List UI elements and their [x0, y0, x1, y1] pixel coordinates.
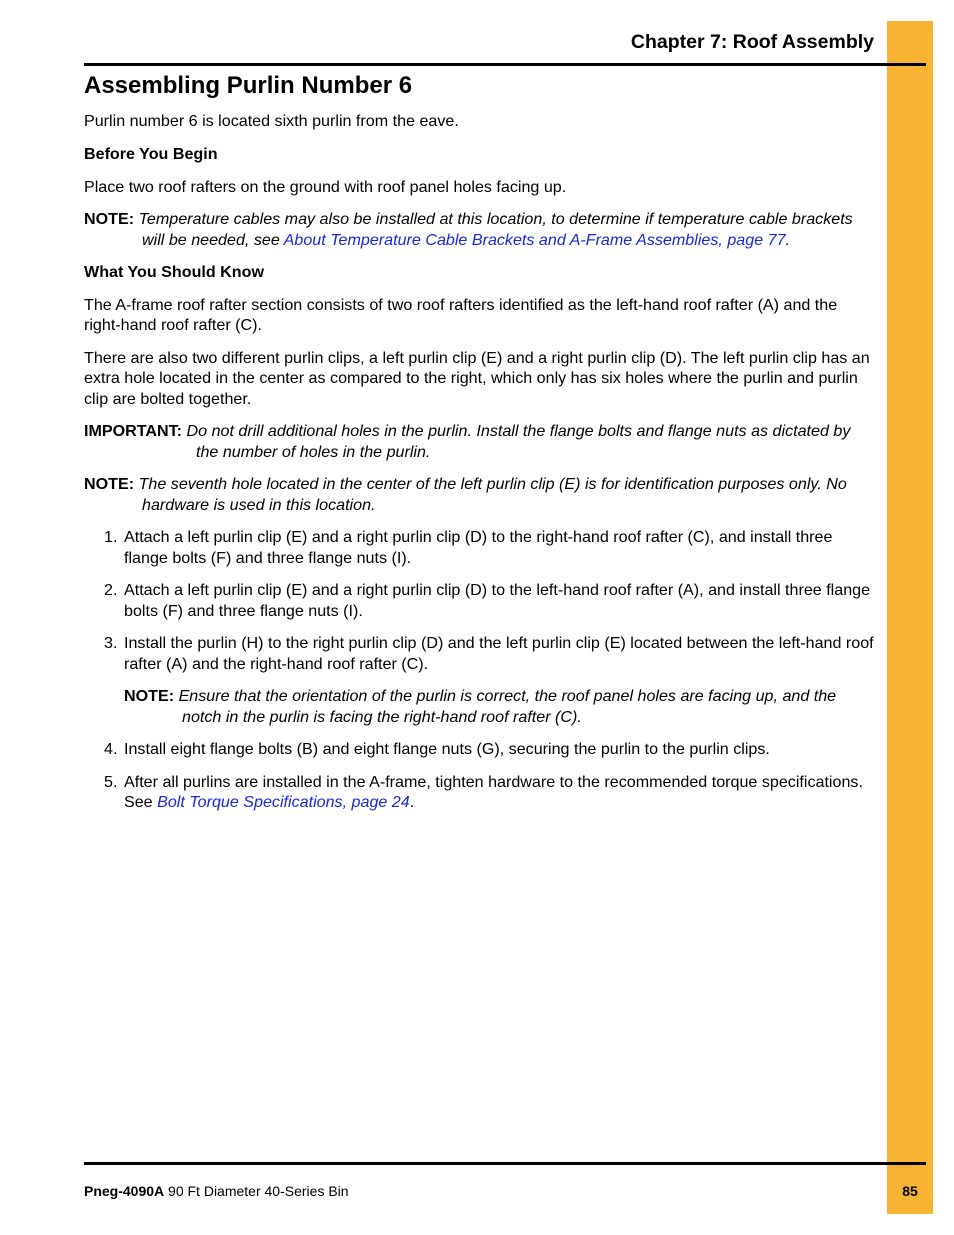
step-number: 1.: [104, 528, 118, 547]
important-label: IMPORTANT:: [84, 422, 183, 441]
page-content: [84, 71, 874, 825]
step-text: [124, 772, 874, 812]
step-text: Attach a left purlin clip (E) and a right purlin clip (D) to the left-hand roof rafter (A), and install three flange bolts (F) and three flange nuts (I).: [124, 581, 871, 620]
step-5: [84, 772, 874, 812]
step-text: Install the purlin (H) to the right purlin clip (D) and the left purlin clip (E) located between the left-hand roof rafter (A) and the right-hand roof rafter (C).: [124, 634, 874, 673]
step-number: 2.: [104, 581, 118, 600]
step-1: [84, 527, 874, 567]
assembly-steps-continued: [84, 739, 874, 812]
page-number: 85: [902, 1183, 918, 1199]
step-text-end: .: [409, 793, 415, 812]
step-text: Install eight flange bolts (B) and eight flange nuts (G), securing the purlin to the purlin clips.: [124, 740, 770, 759]
before-you-begin-text: Place two roof rafters on the ground with roof panel holes facing up.: [84, 177, 567, 196]
chapter-heading: Chapter 7: Roof Assembly: [630, 31, 874, 53]
seventh-hole-note: [84, 474, 874, 514]
note-label: NOTE:: [84, 210, 135, 229]
note-end: .: [785, 230, 791, 249]
step-2: [84, 580, 874, 620]
what-you-should-know-heading: What You Should Know: [84, 263, 264, 282]
footer-rule: [84, 1162, 926, 1165]
note-text: Temperature cables may also be installed at this location, to determine if temperature cable brackets will be needed, see: [138, 210, 853, 249]
purlin-clips-paragraph: There are also two different purlin clips, a left purlin clip (E) and a right purlin clip (D). The left purlin clip has an extra hole located in the center as compared to the right, which only has six holes where the purlin and purlin clip are bolted together.: [84, 349, 870, 408]
note-text: The seventh hole located in the center of the left purlin clip (E) is for identification purposes only. No hardware is used in this location.: [138, 475, 847, 514]
header-rule: [84, 63, 926, 66]
note-text: Ensure that the orientation of the purlin is correct, the roof panel holes are facing up, and the notch in the purlin is facing the right-hand roof rafter (C).: [178, 687, 837, 726]
temperature-cable-brackets-link[interactable]: About Temperature Cable Brackets and A-Frame Assemblies, page 77: [283, 230, 786, 249]
before-you-begin-heading: Before You Begin: [84, 144, 218, 163]
purlin-orientation-note: [124, 686, 874, 726]
step-4: [84, 739, 874, 759]
step-number: 5.: [104, 773, 118, 792]
footer-document-id: Pneg-4090A: [84, 1183, 165, 1199]
important-text: Do not drill additional holes in the purlin. Install the flange bolts and flange nuts as dictated by the number of holes in the purlin.: [186, 422, 851, 461]
intro-paragraph: Purlin number 6 is located sixth purlin from the eave.: [84, 112, 459, 130]
temperature-cable-note: [84, 209, 874, 249]
step-number: 4.: [104, 740, 118, 759]
page-title: Assembling Purlin Number 6: [84, 72, 413, 99]
important-note: [84, 421, 874, 461]
assembly-steps: [84, 527, 874, 673]
chapter-side-tab: [887, 21, 933, 1214]
footer-document-info: [84, 1183, 349, 1199]
rafter-section-paragraph: The A-frame roof rafter section consists of two roof rafters identified as the left-hand roof rafter (A) and the right-hand roof rafter (C).: [84, 296, 838, 335]
step-3: [84, 633, 874, 673]
note-label: NOTE:: [84, 475, 135, 494]
step-text: Attach a left purlin clip (E) and a right purlin clip (D) to the right-hand roof rafter (C), and install three flange bolts (F) and three flange nuts (I).: [124, 528, 833, 567]
note-label: NOTE:: [124, 687, 175, 706]
footer-document-title: 90 Ft Diameter 40-Series Bin: [164, 1183, 349, 1199]
step-number: 3.: [104, 634, 118, 653]
step-text-body: After all purlins are installed in the A-frame, tighten hardware to the recommended torque specifications. See: [124, 773, 863, 812]
bolt-torque-specifications-link[interactable]: Bolt Torque Specifications, page 24: [157, 793, 410, 812]
